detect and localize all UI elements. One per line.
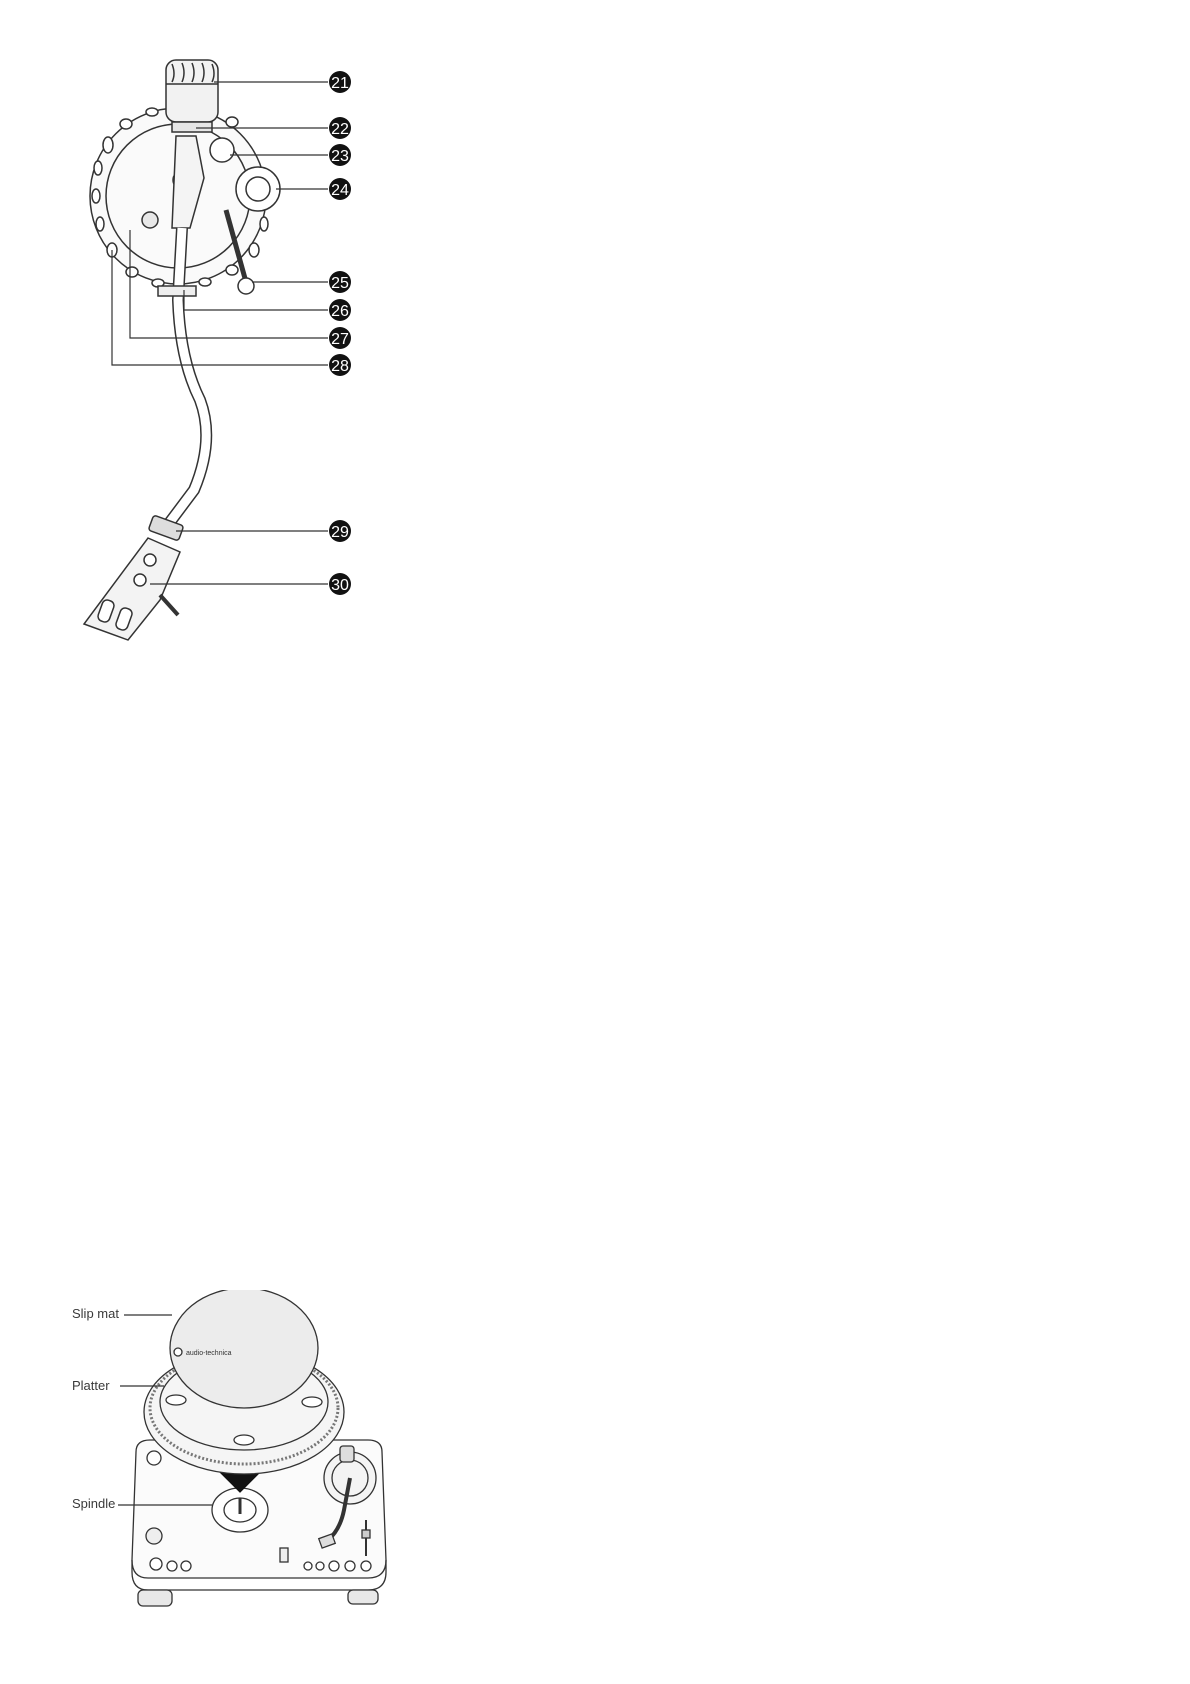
svg-text:28: 28 — [331, 358, 349, 375]
label-slip-mat: Slip mat — [72, 1306, 119, 1321]
svg-text:30: 30 — [331, 577, 349, 594]
svg-text:25: 25 — [331, 275, 349, 292]
callouts — [329, 71, 351, 595]
finger-lift — [160, 595, 178, 615]
svg-text:23: 23 — [331, 148, 349, 165]
label-platter: Platter — [72, 1378, 110, 1393]
arm-lift-knob — [210, 138, 234, 162]
tonearm-diagram — [0, 0, 420, 700]
platter-assembly-diagram — [0, 1290, 420, 1630]
label-spindle: Spindle — [72, 1496, 116, 1511]
stylus-pressure-dial — [236, 167, 280, 211]
headshell — [84, 538, 180, 640]
slip-mat — [170, 1290, 318, 1408]
svg-text:29: 29 — [331, 524, 349, 541]
svg-text:27: 27 — [331, 331, 349, 348]
svg-text:24: 24 — [331, 182, 349, 199]
svg-text:audio-technica: audio-technica — [186, 1350, 232, 1357]
svg-text:26: 26 — [331, 303, 349, 320]
svg-text:21: 21 — [331, 75, 349, 92]
svg-text:22: 22 — [331, 121, 349, 138]
